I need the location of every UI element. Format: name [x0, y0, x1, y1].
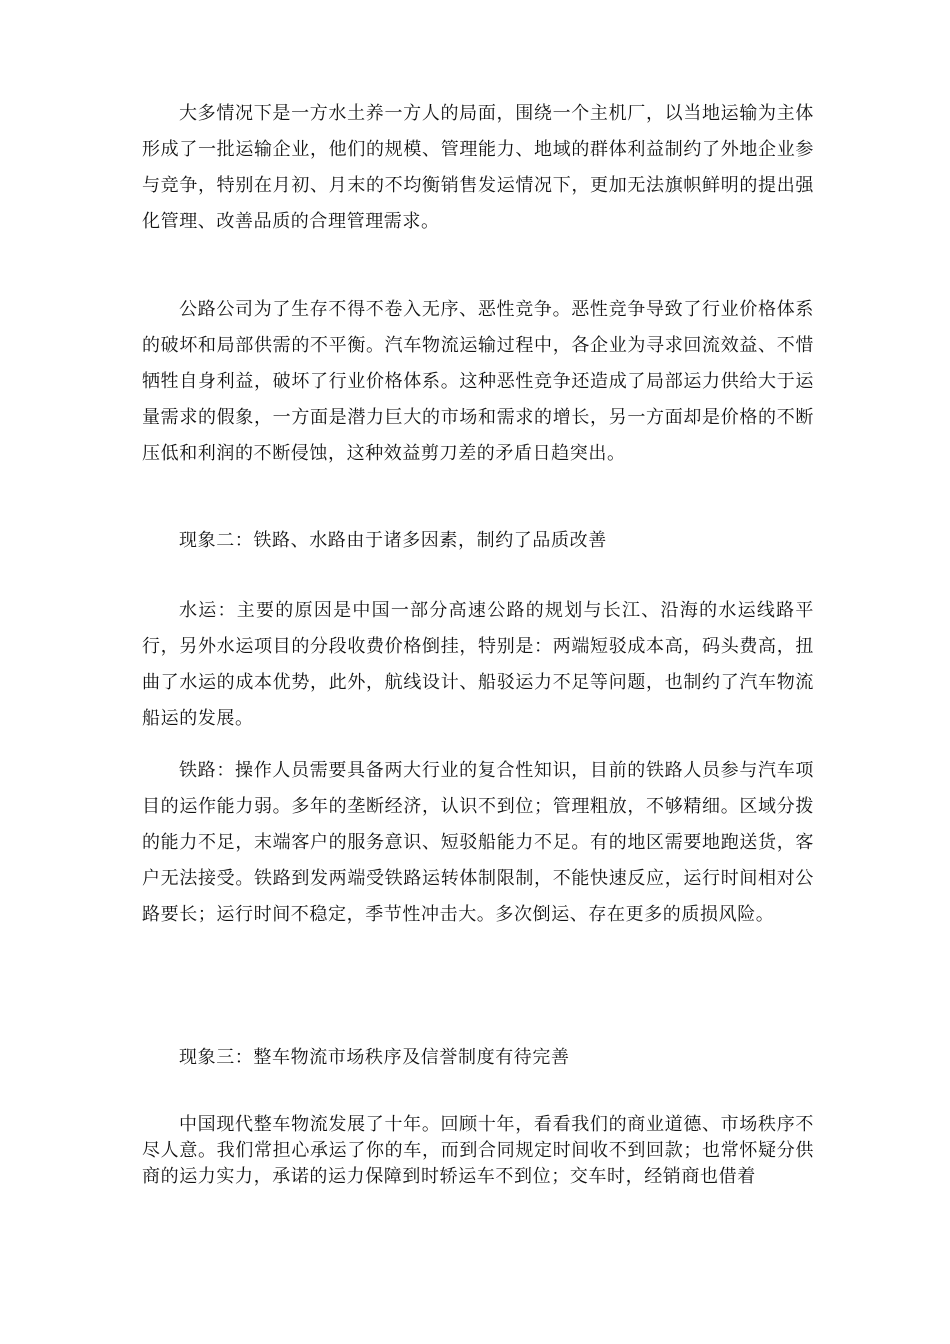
paragraph-road-competition: 公路公司为了生存不得不卷入无序、恶性竞争。恶性竞争导致了行业价格体系的破坏和局部供需的不平衡。汽车物流运输过程中，各企业为寻求回流效益、不惜牺牲自身利益，破坏了行业价格体系。这种恶性竞争还造成了局部运力供给大于运量需求的假象，一方面是潜力巨大的市场和需求的增长，另一方面却是价格的不断压低和利润的不断侵蚀，这种效益剪刀差的矛盾日趋突出。 — [142, 299, 814, 464]
section-heading-phenomenon-three: 现象三：整车物流市场秩序及信誉制度有待完善 — [179, 1047, 570, 1068]
paragraph-market-order: 中国现代整车物流发展了十年。回顾十年，看看我们的商业道德、市场秩序不尽人意。我们常担心承运了你的车，而到合同规定时间收不到回款；也常怀疑分供商的运力实力，承诺的运力保障到时轿运车不到位；交车时，经销商也借着 — [142, 1114, 814, 1187]
paragraph-railway: 铁路：操作人员需要具备两大行业的复合性知识，目前的铁路人员参与汽车项目的运作能力弱。多年的垄断经济，认识不到位；管理粗放，不够精细。区域分拨的能力不足，末端客户的服务意识、短驳船能力不足。有的地区需要地跑送货，客户无法接受。铁路到发两端受铁路运转体制限制，不能快速反应，运行时间相对公路要长；运行时间不稳定，季节性冲击大。多次倒运、存在更多的质损风险。 — [142, 760, 814, 925]
paragraph-local-transport: 大多情况下是一方水土养一方人的局面，围绕一个主机厂，以当地运输为主体形成了一批运输企业，他们的规模、管理能力、地域的群体利益制约了外地企业参与竞争，特别在月初、月末的不均衡销售发运情况下，更加无法旗帜鲜明的提出强化管理、改善品质的合理管理需求。 — [142, 103, 814, 232]
section-heading-phenomenon-two: 现象二：铁路、水路由于诸多因素，制约了品质改善 — [179, 530, 607, 551]
paragraph-waterway: 水运：主要的原因是中国一部分高速公路的规划与长江、沿海的水运线路平行，另外水运项目的分段收费价格倒挂，特别是：两端短驳成本高，码头费高，扭曲了水运的成本优势，此外，航线设计、船驳运力不足等问题，也制约了汽车物流船运的发展。 — [142, 600, 814, 729]
